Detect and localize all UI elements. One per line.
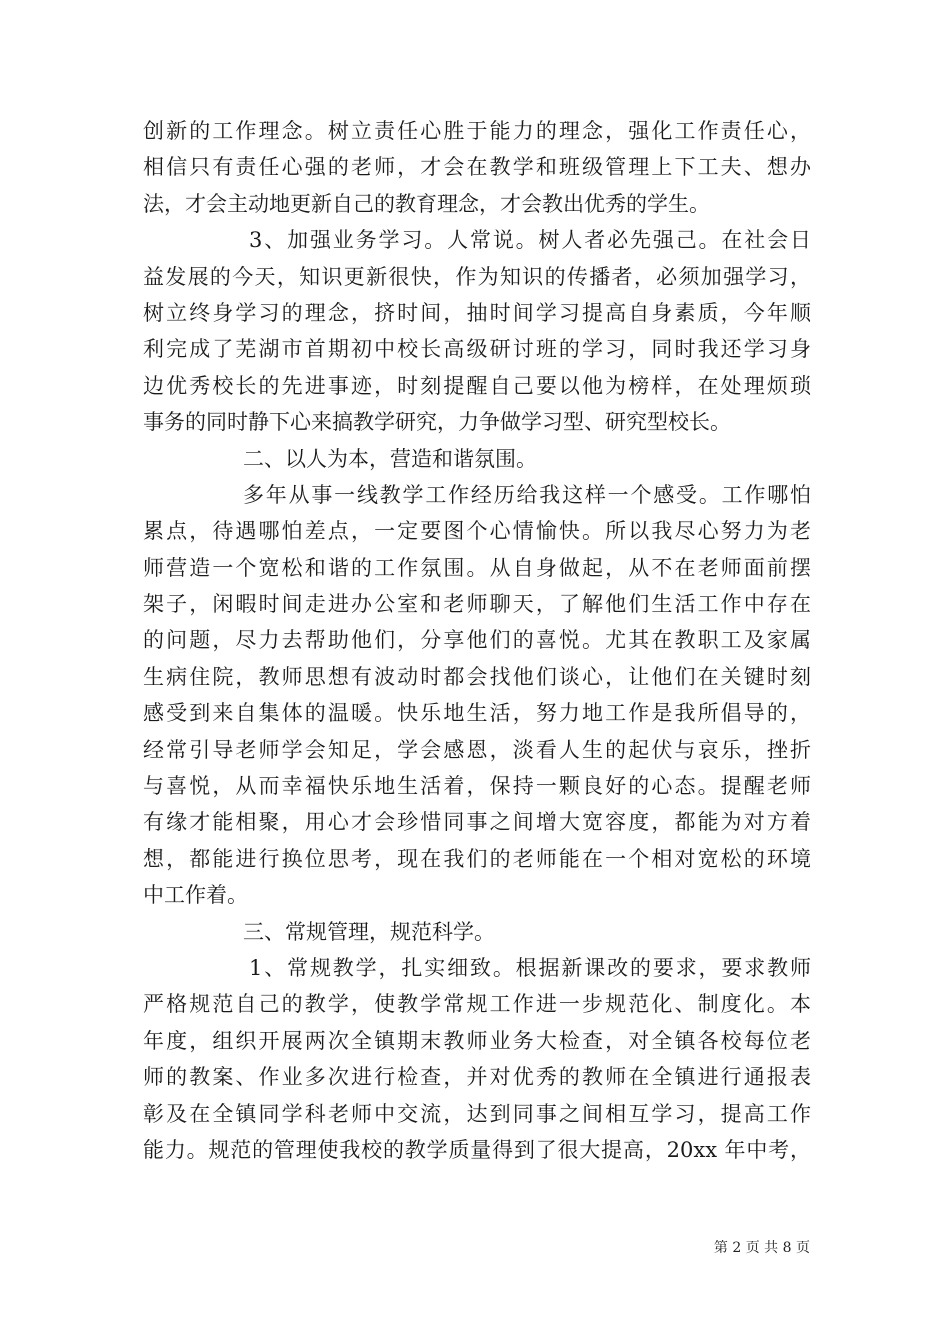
text-line: 架子，闲暇时间走进办公室和老师聊天，了解他们生活工作中存在: [143, 592, 811, 617]
text-line: 事务的同时静下心来搞教学研究，力争做学习型、研究型校长。: [143, 410, 731, 435]
text-line: 与喜悦，从而幸福快乐地生活着，保持一颗良好的心态。提醒老师: [143, 774, 811, 799]
text-line: 3、加强业务学习。人常说。树人者必先强己。在社会日: [249, 228, 811, 253]
text-line: 能力。规范的管理使我校的教学质量得到了很大提高，20xx 年中考，: [143, 1137, 811, 1162]
text-line: 的问题，尽力去帮助他们，分享他们的喜悦。尤其在教职工及家属: [143, 628, 811, 653]
text-line: 多年从事一线教学工作经历给我这样一个感受。工作哪怕: [243, 482, 811, 507]
text-line: 二、以人为本，营造和谐氛围。: [243, 446, 537, 471]
page-number-footer: 第 2 页 共 8 页: [713, 1240, 810, 1256]
text-line: 边优秀校长的先进事迹，时刻提醒自己要以他为榜样，在处理烦琐: [143, 373, 811, 398]
text-line: 累点，待遇哪怕差点，一定要图个心情愉快。所以我尽心努力为老: [143, 519, 811, 544]
text-line: 中工作着。: [143, 883, 248, 908]
text-line: 益发展的今天，知识更新很快，作为知识的传播者，必须加强学习，: [143, 264, 811, 289]
text-line: 彰及在全镇同学科老师中交流，达到同事之间相互学习，提高工作: [143, 1101, 811, 1126]
text-line: 生病住院，教师思想有波动时都会找他们谈心，让他们在关键时刻: [143, 664, 811, 689]
text-line: 师的教案、作业多次进行检查，并对优秀的教师在全镇进行通报表: [143, 1065, 811, 1090]
text-line: 树立终身学习的理念，挤时间，抽时间学习提高自身素质，今年顺: [143, 300, 811, 325]
text-line: 严格规范自己的教学，使教学常规工作进一步规范化、制度化。本: [143, 992, 811, 1017]
text-line: 1、常规教学，扎实细致。根据新课改的要求，要求教师: [249, 955, 811, 980]
text-line: 相信只有责任心强的老师，才会在教学和班级管理上下工夫、想办: [143, 155, 811, 180]
text-line: 创新的工作理念。树立责任心胜于能力的理念，强化工作责任心，: [143, 119, 811, 143]
text-line: 师营造一个宽松和谐的工作氛围。从自身做起，从不在老师面前摆: [143, 555, 811, 580]
text-line: 三、常规管理，规范科学。: [243, 919, 495, 944]
text-line: 有缘才能相聚，用心才会珍惜同事之间增大宽容度，都能为对方着: [143, 810, 811, 835]
text-line: 经常引导老师学会知足，学会感恩，淡看人生的起伏与哀乐，挫折: [143, 737, 811, 762]
text-line: 年度，组织开展两次全镇期末教师业务大检查，对全镇各校每位老: [143, 1028, 811, 1053]
text-line: 法，才会主动地更新自己的教育理念，才会教出优秀的学生。: [143, 191, 710, 216]
document-body: [143, 113, 811, 1168]
text-line: 感受到来自集体的温暖。快乐地生活，努力地工作是我所倡导的，: [143, 701, 811, 726]
text-line: 利完成了芜湖市首期初中校长高级研讨班的学习，同时我还学习身: [143, 337, 811, 362]
text-line: 想，都能进行换位思考，现在我们的老师能在一个相对宽松的环境: [143, 846, 811, 871]
